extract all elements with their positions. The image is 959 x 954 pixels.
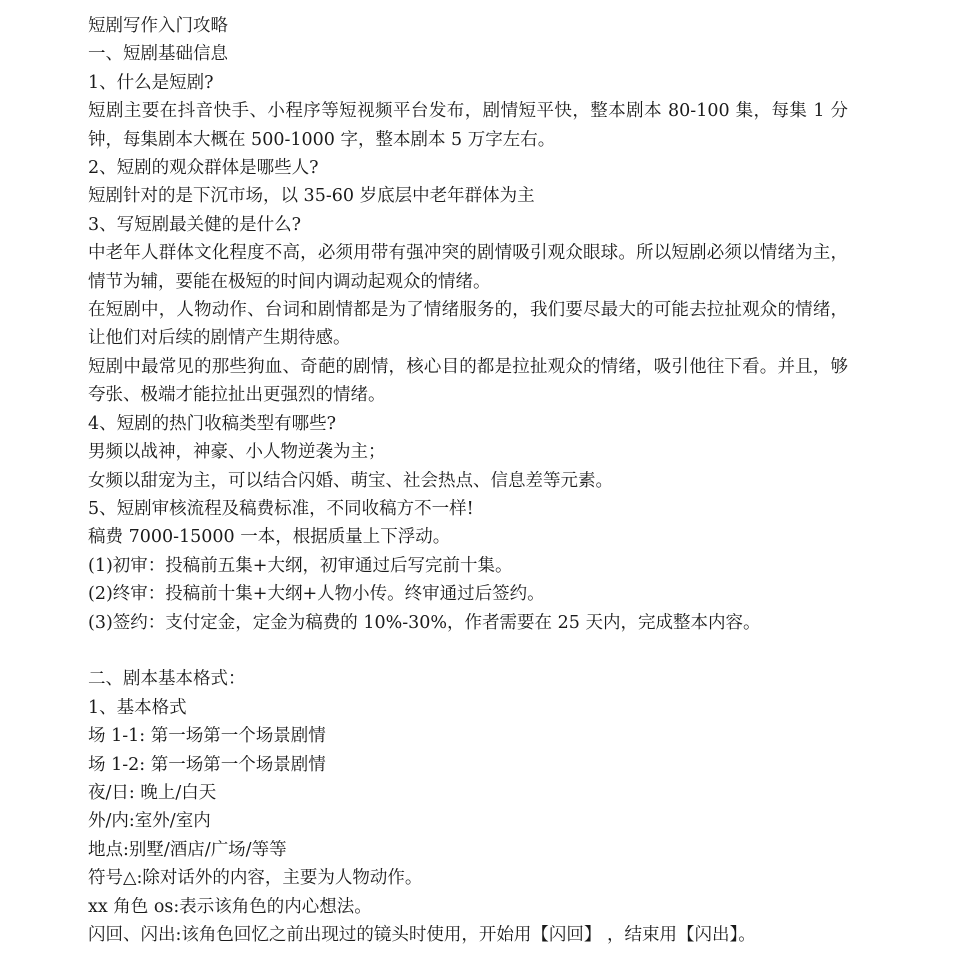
question-3: 3、写短剧最关健的是什么? [88,214,302,235]
fee-standard: 稿费 7000-15000 一本，根据质量上下浮动。 [88,527,451,548]
question-1: 1、什么是短剧? [88,72,214,93]
review-step-1: (1)初审：投稿前五集+大纲，初审通过后写完前十集。 [88,555,513,576]
format-flashback: 闪回、闪出:该角色回忆之前出现过的镜头时使用，开始用【闪回】 ，结束用【闪出】。 [88,924,756,945]
question-2: 2、短剧的观众群体是哪些人? [88,158,319,179]
answer-3-paragraph-2: 在短剧中，人物动作、台词和剧情都是为了情绪服务的，我们要尽最大的可能去拉扯观众的情绪，让他们对后续的剧情产生期待感。 [88,300,848,349]
review-step-3: (3)签约：支付定金，定金为稿费的 10%-30%，作者需要在 25 天内，完成整本内容。 [88,612,761,633]
format-scene-1: 场 1-1: 第一场第一个场景剧情 [88,726,326,747]
question-4: 4、短剧的热门收稿类型有哪些? [88,413,337,434]
format-location: 地点:别墅/酒店/广场/等等 [88,839,287,860]
question-5: 5、短剧审核流程及稿费标准，不同收稿方不一样! [88,498,474,519]
document-title: 短剧写作入门攻略 [88,16,228,36]
format-symbol: 符号△:除对话外的内容，主要为人物动作。 [88,868,423,889]
answer-4-female: 女频以甜宠为主，可以结合闪婚、萌宝、社会热点、信息差等元素。 [88,470,613,491]
format-subheading: 1、基本格式 [88,697,187,718]
format-time: 夜/日: 晚上/白天 [88,782,217,803]
format-inside-outside: 外/内:室外/室内 [88,811,211,832]
answer-3-paragraph-3: 短剧中最常见的那些狗血、奇葩的剧情，核心目的都是拉扯观众的情绪，吸引他往下看。并且，够夸张、极端才能拉扯出更强烈的情绪。 [88,356,848,406]
section2-heading: 二、剧本基本格式： [88,669,246,690]
format-inner-voice: xx 角色 os:表示该角色的内心想法。 [88,896,372,917]
section1-heading: 一、短剧基础信息 [88,44,228,65]
answer-2-paragraph: 短剧针对的是下沉市场，以 35-60 岁底层中老年群体为主 [88,186,535,207]
answer-4-male: 男频以战神，神豪、小人物逆袭为主； [88,442,386,463]
document-page [88,12,848,949]
format-scene-2: 场 1-2: 第一场第一个场景剧情 [88,754,326,775]
review-step-2: (2)终审：投稿前十集+大纲+人物小传。终审通过后签约。 [88,584,545,605]
answer-1-paragraph: 短剧主要在抖音快手、小程序等短视频平台发布，剧情短平快，整本剧本 80-100 集，每集 1 分钟，每集剧本大概在 500-1000 字，整本剧本 5 万字左右。 [88,101,848,150]
blank-line [88,637,848,665]
answer-3-paragraph-1: 中老年人群体文化程度不高，必须用带有强冲突的剧情吸引观众眼球。所以短剧必须以情绪为主，情节为辅，要能在极短的时间内调动起观众的情绪。 [88,243,848,292]
